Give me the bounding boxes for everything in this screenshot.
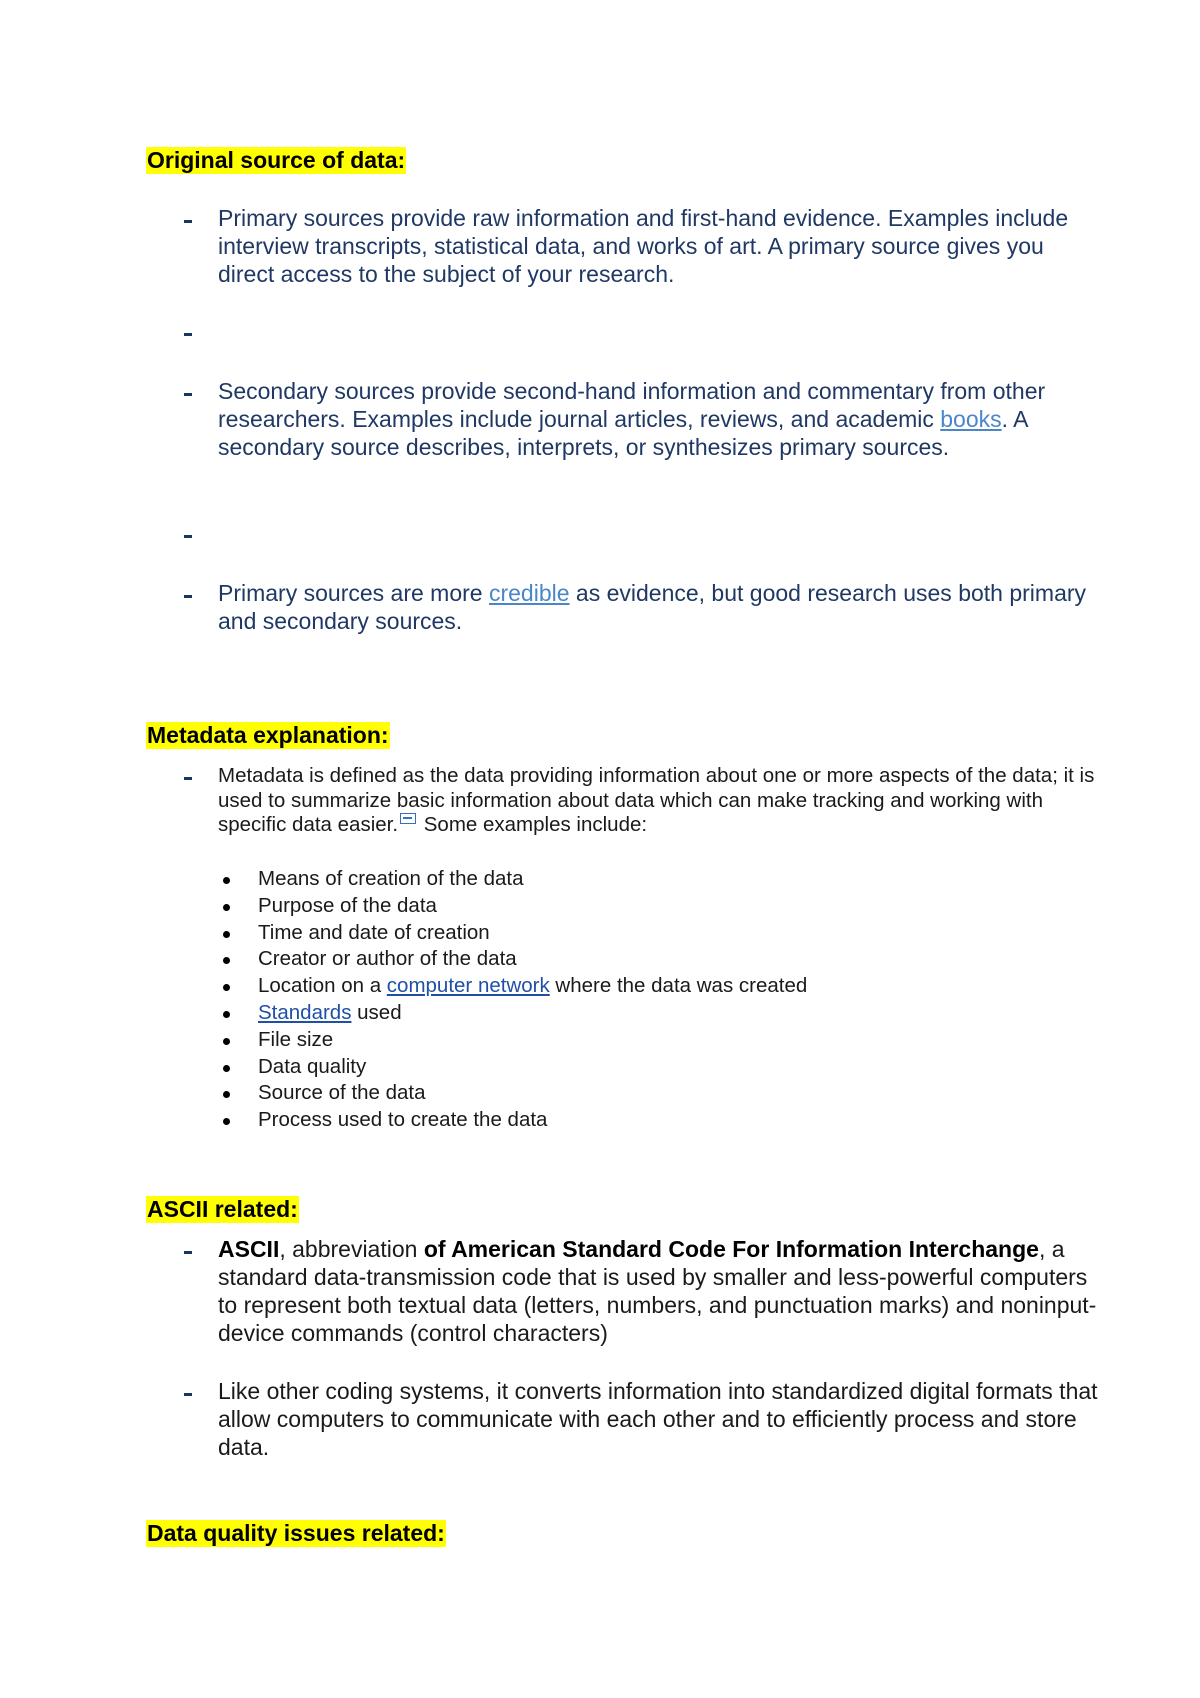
metadata-examples-list (218, 866, 807, 1134)
bullet-dot (223, 904, 230, 911)
link-computer-network[interactable]: computer network (386, 974, 550, 998)
bullet-dot (223, 957, 230, 964)
dash-bullet-empty (184, 333, 192, 336)
list-item-text: Time and date of creation (258, 920, 490, 944)
bullet-dot (223, 1011, 230, 1018)
dash-bullet (184, 777, 192, 780)
bullet-dot (223, 1065, 230, 1072)
list-item-text: Source of the data (258, 1081, 426, 1105)
heading-data-quality: Data quality issues related: (147, 1520, 445, 1546)
list-item (218, 946, 807, 973)
list-item (218, 1080, 807, 1107)
list-item-text: Creator or author of the data (258, 947, 517, 971)
list-item (218, 920, 807, 947)
bold-term-expansion: of American Standard Code For Information Interchange (423, 1236, 1039, 1262)
list-item (218, 1027, 807, 1054)
bullet-dot (223, 931, 230, 938)
heading-metadata: Metadata explanation: (147, 722, 389, 748)
paragraph-credible-sources (218, 579, 1098, 635)
bullet-dot (223, 877, 230, 884)
paragraph-text: . A secondary source describes, interprets, or synthesizes primary sources. (218, 406, 1028, 460)
paragraph-ascii-definition (218, 1235, 1098, 1347)
list-item-text: File size (258, 1027, 334, 1051)
paragraph-text: Secondary sources provide second-hand information and commentary from other researchers. Examples include journal articles, reviews, and academic (218, 378, 1046, 432)
dash-bullet (184, 1251, 192, 1254)
paragraph-text: Primary sources are more (218, 580, 489, 606)
list-item-text: Purpose of the data (258, 893, 437, 917)
paragraph-metadata-intro (218, 764, 1098, 838)
link-books[interactable]: books (940, 406, 1002, 432)
paragraph-text: Some examples include: (418, 813, 648, 836)
bold-term-ascii: ASCII (218, 1236, 280, 1262)
paragraph-secondary-sources (218, 377, 1098, 461)
heading-ascii: ASCII related: (147, 1196, 298, 1222)
list-item-text: Process used to create the data (258, 1108, 548, 1132)
link-standards[interactable]: Standards (258, 1000, 352, 1024)
list-item (218, 1054, 807, 1081)
dash-bullet (184, 595, 192, 598)
dash-bullet-empty (184, 535, 192, 538)
list-item (218, 866, 807, 893)
bullet-dot (223, 1118, 230, 1125)
bullet-dot (223, 1091, 230, 1098)
list-item-text: Means of creation of the data (258, 867, 524, 890)
dash-bullet (184, 220, 192, 223)
list-item (218, 973, 807, 1000)
paragraph-text: Metadata is defined as the data providing information about one or more aspects of the data; it is used to summarize basic information about data which can make tracking and working with specific data easier. (218, 764, 1095, 836)
reference-icon[interactable] (400, 813, 416, 824)
list-item (218, 1000, 807, 1027)
list-item-text: Location on a (258, 974, 387, 998)
heading-original-source: Original source of data: (147, 147, 406, 173)
list-item-text: used (351, 1000, 402, 1024)
paragraph-primary-sources: Primary sources provide raw information and first-hand evidence. Examples include interview transcripts, statistical data, and works of art. A primary source gives you direct access to the subject of your research. (218, 205, 1069, 287)
list-item-text: Data quality (258, 1054, 367, 1078)
paragraph-text: as evidence, but good research uses both primary and secondary sources. (218, 580, 1087, 634)
link-credible[interactable]: credible (488, 580, 570, 606)
paragraph-coding-systems: Like other coding systems, it converts information into standardized digital formats that allow computers to communicate with each other and to efficiently process and store data. (218, 1378, 1098, 1460)
paragraph-text: , abbreviation (279, 1236, 424, 1262)
paragraph-text: , a standard data-transmission code that is used by smaller and less-powerful computers to represent both textual data (letters, numbers, and punctuation marks) and noninput-device commands (control characters) (218, 1236, 1097, 1346)
bullet-dot (223, 984, 230, 991)
dash-bullet (184, 1393, 192, 1396)
list-item (218, 893, 807, 920)
list-item (218, 1107, 807, 1134)
dash-bullet (184, 393, 192, 396)
list-item-text: where the data was created (549, 974, 808, 998)
bullet-dot (223, 1038, 230, 1045)
